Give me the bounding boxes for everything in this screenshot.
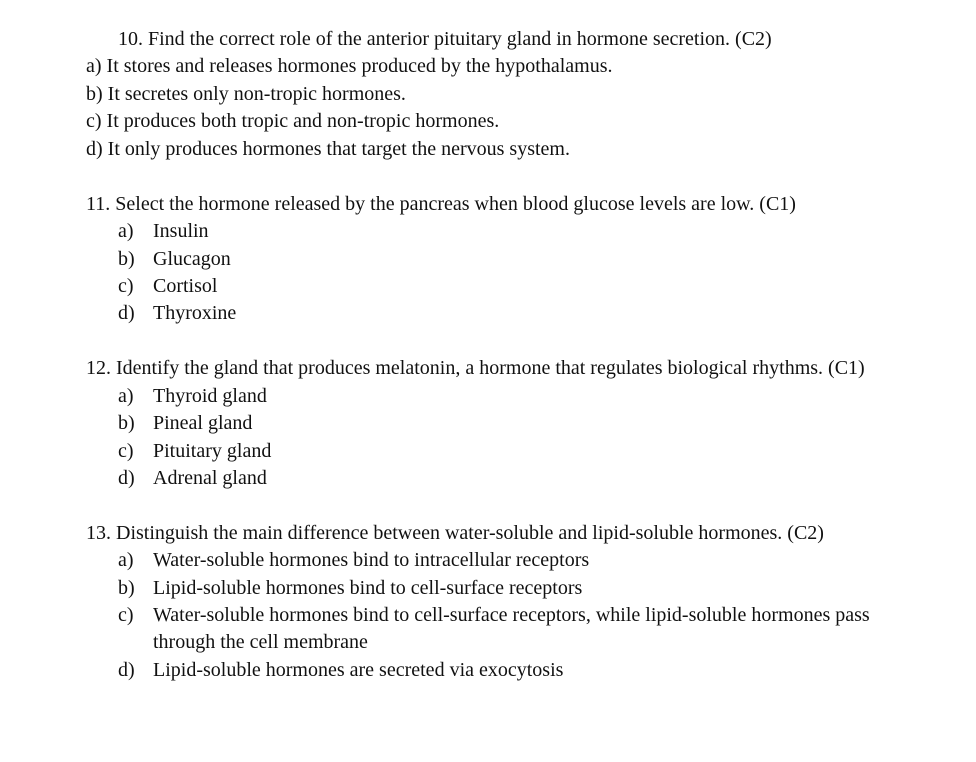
question-11-option-d-text: Thyroxine (153, 302, 237, 324)
question-11-option-b-letter: b) (118, 248, 135, 270)
question-13-option-d-text: Lipid-soluble hormones are secreted via exocytosis (153, 659, 564, 681)
question-13-option-a-letter: a) (118, 549, 134, 571)
question-12-option-b-text: Pineal gland (153, 412, 253, 434)
question-13-option-a-text: Water-soluble hormones bind to intracellular receptors (153, 549, 590, 571)
question-10-stem: 10. Find the correct role of the anterior pituitary gland in hormone secretion. (C2) (118, 28, 772, 50)
question-11-stem: 11. Select the hormone released by the pancreas when blood glucose levels are low. (C1) (86, 193, 796, 215)
question-13-option-b-letter: b) (118, 577, 135, 599)
question-11-option-a-letter: a) (118, 220, 134, 242)
question-13-stem: 13. Distinguish the main difference between water-soluble and lipid-soluble hormones. (C2) (86, 522, 824, 544)
question-10-option-d: d) It only produces hormones that target the nervous system. (86, 138, 570, 160)
question-13-option-c-text-continued: through the cell membrane (153, 631, 368, 653)
question-12-option-d-letter: d) (118, 467, 135, 489)
question-13-option-c-text: Water-soluble hormones bind to cell-surface receptors, while lipid-soluble hormones pass (153, 604, 870, 626)
question-10-option-a: a) It stores and releases hormones produced by the hypothalamus. (86, 55, 613, 77)
question-10-option-b: b) It secretes only non-tropic hormones. (86, 83, 406, 105)
question-12-option-a-letter: a) (118, 385, 134, 407)
question-12-option-d-text: Adrenal gland (153, 467, 267, 489)
question-12-option-c-letter: c) (118, 440, 134, 462)
question-11-option-a-text: Insulin (153, 220, 209, 242)
question-13-option-c-letter: c) (118, 604, 134, 626)
question-11-option-b-text: Glucagon (153, 248, 231, 270)
question-13-option-d-letter: d) (118, 659, 135, 681)
question-11-option-c-text: Cortisol (153, 275, 218, 297)
question-13-option-b-text: Lipid-soluble hormones bind to cell-surface receptors (153, 577, 583, 599)
question-11-option-d-letter: d) (118, 302, 135, 324)
question-12-stem: 12. Identify the gland that produces melatonin, a hormone that regulates biological rhythms. (C1) (86, 357, 865, 379)
question-12-option-b-letter: b) (118, 412, 135, 434)
question-11-option-c-letter: c) (118, 275, 134, 297)
question-10-option-c: c) It produces both tropic and non-tropic hormones. (86, 110, 500, 132)
question-12-option-c-text: Pituitary gland (153, 440, 272, 462)
question-12-option-a-text: Thyroid gland (153, 385, 267, 407)
